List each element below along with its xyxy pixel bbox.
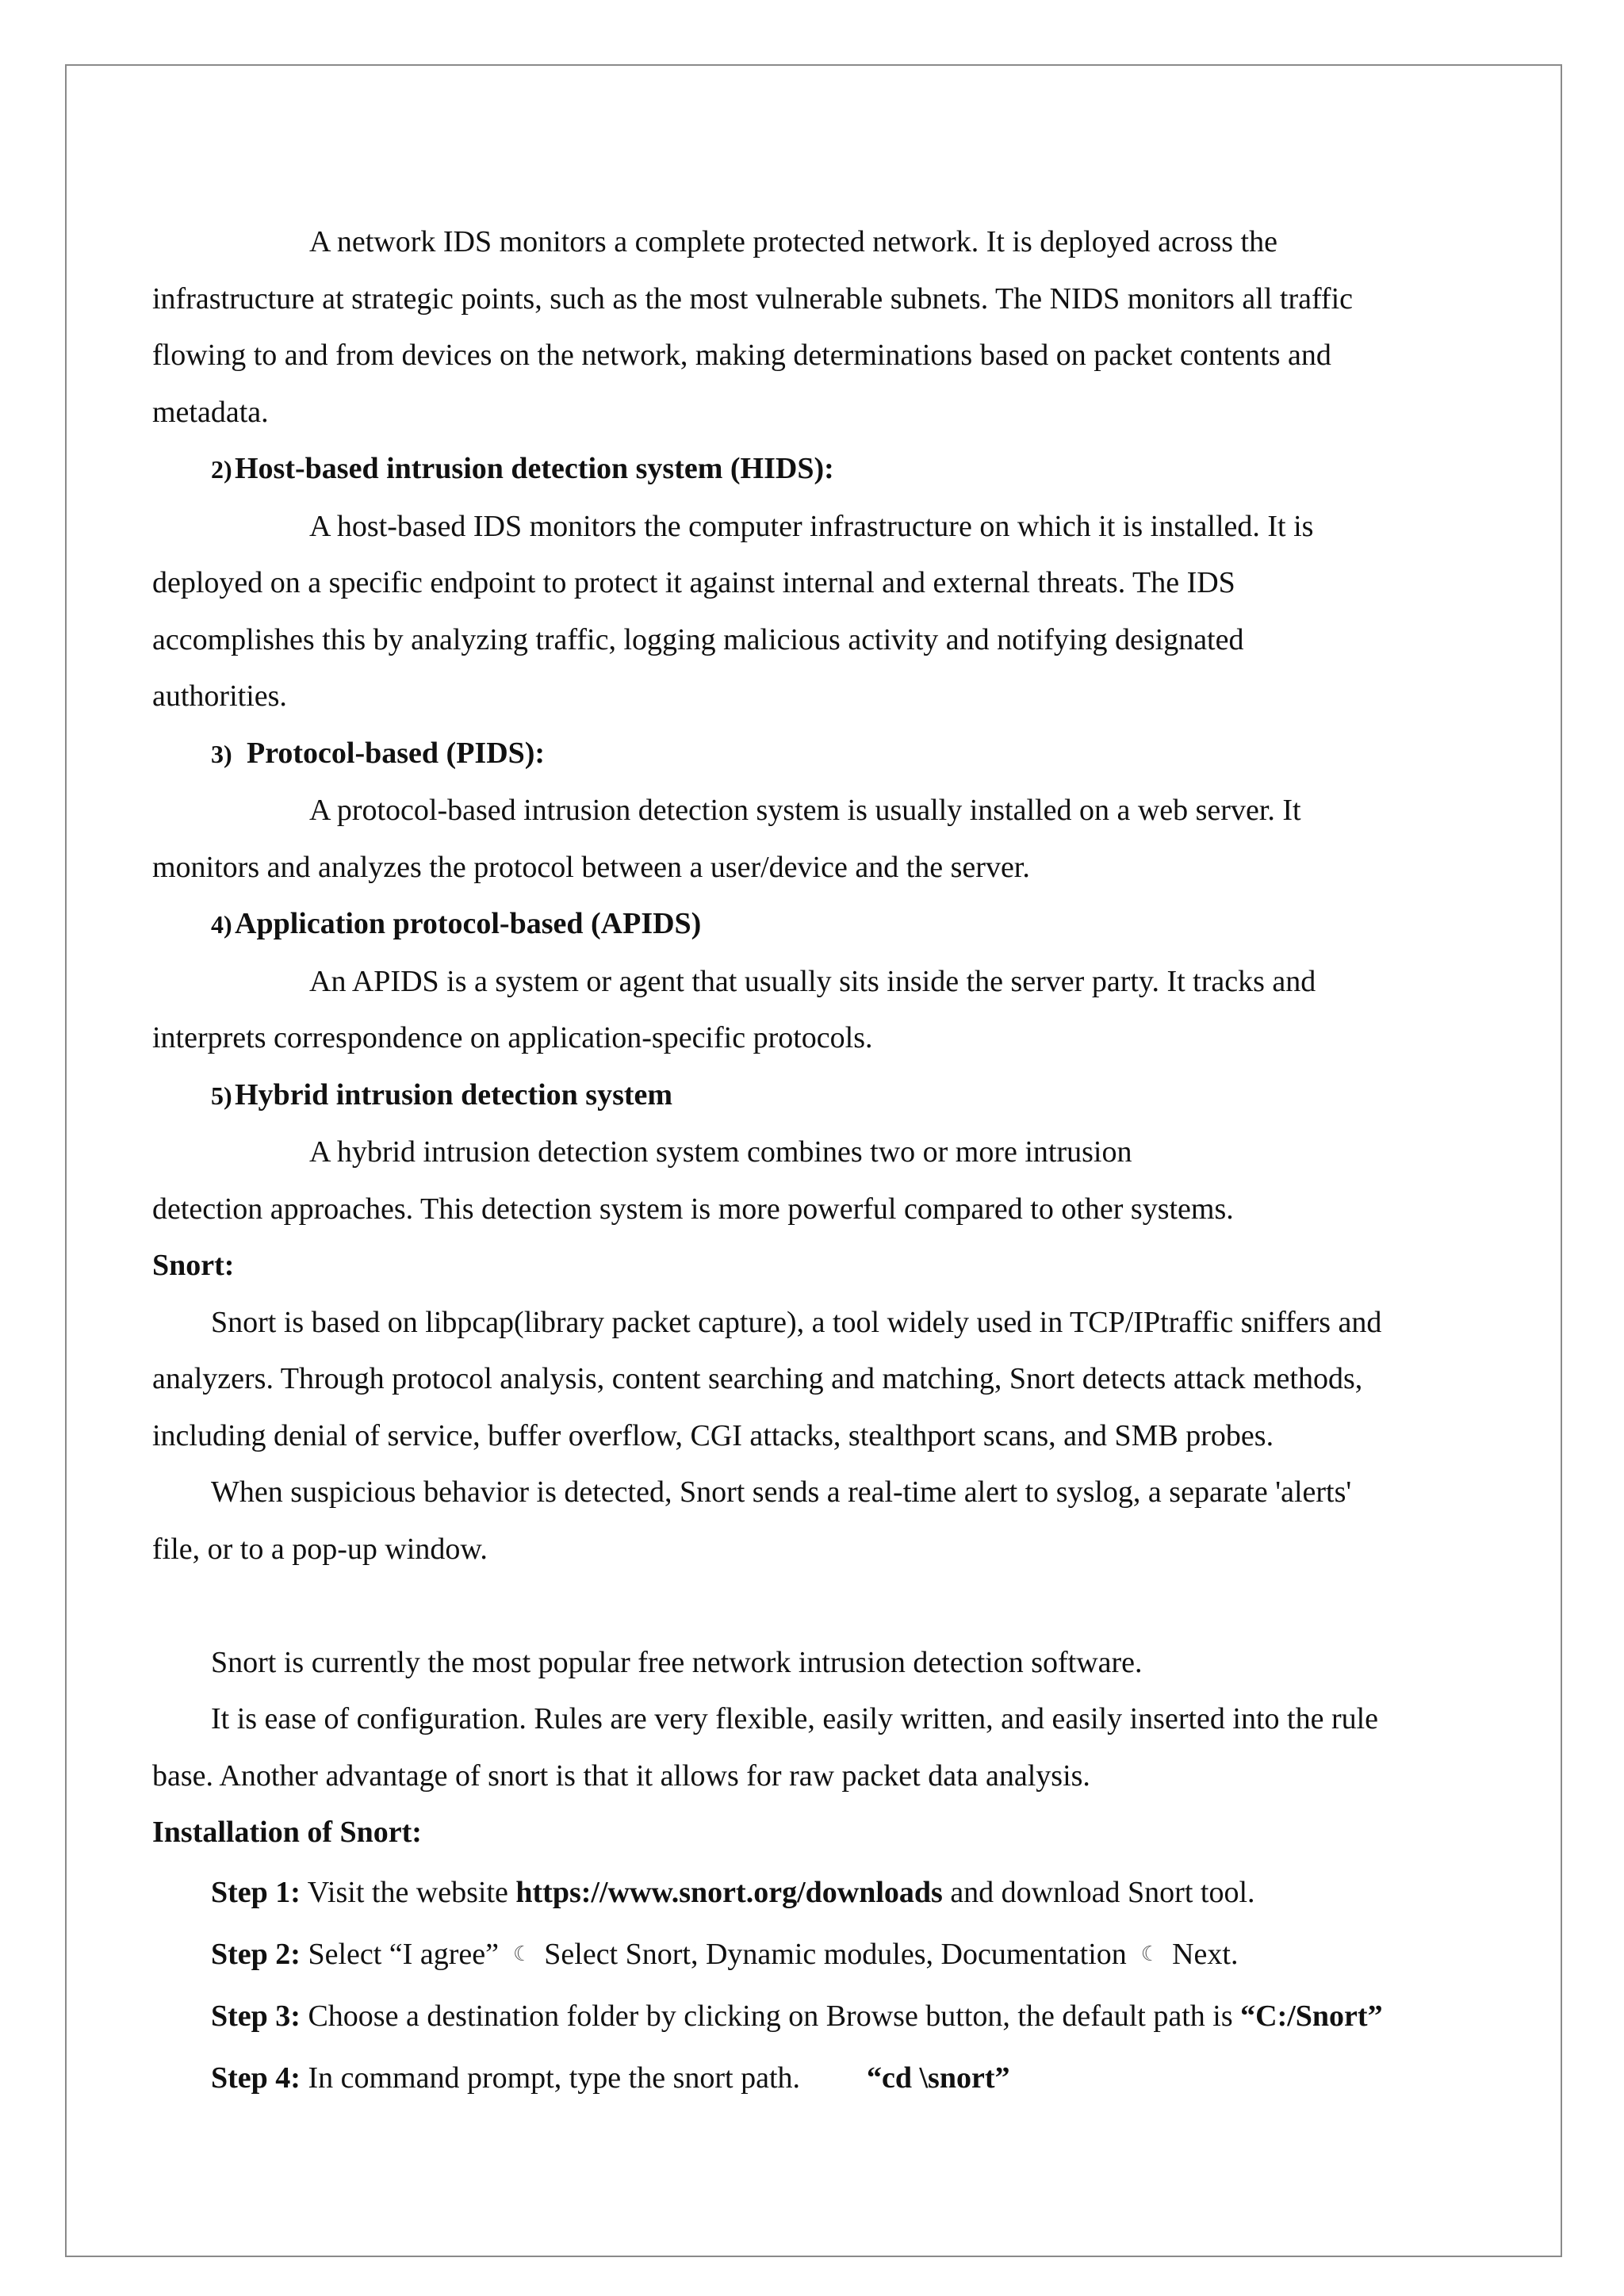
hids-text-first: A host-based IDS monitors the computer infrastructure on which it is installed. It is [309, 509, 1314, 543]
step-2-part3: Next. [1172, 1937, 1239, 1971]
pids-heading [152, 725, 1492, 783]
snort-heading: Snort: [152, 1249, 235, 1282]
pids-heading-text: Protocol-based (PIDS): [247, 736, 546, 770]
step-4-command: “cd \snort” [867, 2061, 1010, 2095]
step-2-part1: Select “I agree” [300, 1937, 499, 1971]
step-2-part2: Select Snort, Dynamic modules, Documentation [544, 1937, 1127, 1971]
pids-text-first: A protocol-based intrusion detection system is usually installed on a web server. It [309, 794, 1301, 827]
apids-text-line: interprets correspondence on application-specific protocols. [152, 1021, 873, 1054]
nids-text-line: flowing to and from devices on the network, making determinations based on packet contents and [152, 339, 1331, 372]
installation-heading: Installation of Snort: [152, 1816, 422, 1849]
step-1 [152, 1862, 1492, 1923]
snort-para1-first: Snort is based on libpcap(library packet capture), a tool widely used in TCP/IPtraffic sniffers and [211, 1305, 1382, 1339]
hids-text-line: accomplishes this by analyzing traffic, logging malicious activity and notifying designated [152, 622, 1244, 656]
snort-para2-line: file, or to a pop-up window. [152, 1532, 488, 1566]
hids-heading-text: Host-based intrusion detection system (HIDS): [235, 452, 834, 485]
apids-number: 4) [211, 910, 232, 939]
hybrid-text-first: A hybrid intrusion detection system combines two or more intrusion [309, 1135, 1132, 1169]
step-4 [152, 2047, 1492, 2109]
arrow-icon: ☾ [512, 1942, 532, 1965]
snort-para4-first: It is ease of configuration. Rules are very flexible, easily written, and easily inserted into the rule [211, 1702, 1379, 1735]
snort-para3: Snort is currently the most popular free network intrusion detection software. [211, 1645, 1143, 1679]
pids-text-line: monitors and analyzes the protocol between a user/device and the server. [152, 850, 1030, 884]
step-1-text-before: Visit the website [300, 1875, 516, 1909]
nids-text-line: metadata. [152, 395, 269, 429]
step-3-text: Choose a destination folder by clicking on Browse button, the default path is [300, 1999, 1241, 2033]
step-2-label: Step 2: [211, 1937, 301, 1971]
step-4-text: In command prompt, type the snort path. [300, 2061, 800, 2095]
step-4-label: Step 4: [211, 2061, 301, 2095]
blank-line [152, 1578, 1492, 1635]
step-3-path: “C:/Snort” [1240, 1999, 1383, 2033]
hybrid-heading [152, 1067, 1492, 1125]
hids-number: 2) [211, 455, 232, 484]
apids-heading [152, 896, 1492, 954]
snort-para4-line: base. Another advantage of snort is that it allows for raw packet data analysis. [152, 1758, 1090, 1793]
snort-para1-line: analyzers. Through protocol analysis, content searching and matching, Snort detects attack methods, [152, 1362, 1363, 1395]
nids-text-line: infrastructure at strategic points, such as the most vulnerable subnets. The NIDS monitors all traffic [152, 281, 1354, 316]
snort-para2-first: When suspicious behavior is detected, Snort sends a real-time alert to syslog, a separate 'alerts' [211, 1475, 1352, 1509]
step-1-text-after: and download Snort tool. [942, 1875, 1255, 1909]
snort-para1-line: including denial of service, buffer overflow, CGI attacks, stealthport scans, and SMB probes. [152, 1418, 1274, 1452]
step-3 [152, 1985, 1492, 2047]
apids-heading-text: Application protocol-based (APIDS) [235, 907, 702, 940]
document-body [152, 214, 1492, 2109]
hybrid-number: 5) [211, 1081, 232, 1110]
hids-heading [152, 441, 1492, 499]
step-2 [152, 1923, 1492, 1985]
pids-number: 3) [211, 739, 232, 768]
hybrid-text-line: detection approaches. This detection system is more powerful compared to other systems. [152, 1192, 1234, 1226]
nids-text-first: A network IDS monitors a complete protected network. It is deployed across the [309, 225, 1277, 258]
hybrid-heading-text: Hybrid intrusion detection system [235, 1077, 673, 1112]
step-1-label: Step 1: [211, 1875, 301, 1909]
hids-text-line: authorities. [152, 679, 287, 713]
hids-text-line: deployed on a specific endpoint to protect it against internal and external threats. The IDS [152, 566, 1235, 599]
snort-download-url[interactable]: https://www.snort.org/downloads [515, 1875, 943, 1909]
apids-text-first: An APIDS is a system or agent that usually sits inside the server party. It tracks and [309, 964, 1316, 998]
arrow-icon: ☾ [1140, 1942, 1160, 1965]
step-3-label: Step 3: [211, 1999, 301, 2033]
